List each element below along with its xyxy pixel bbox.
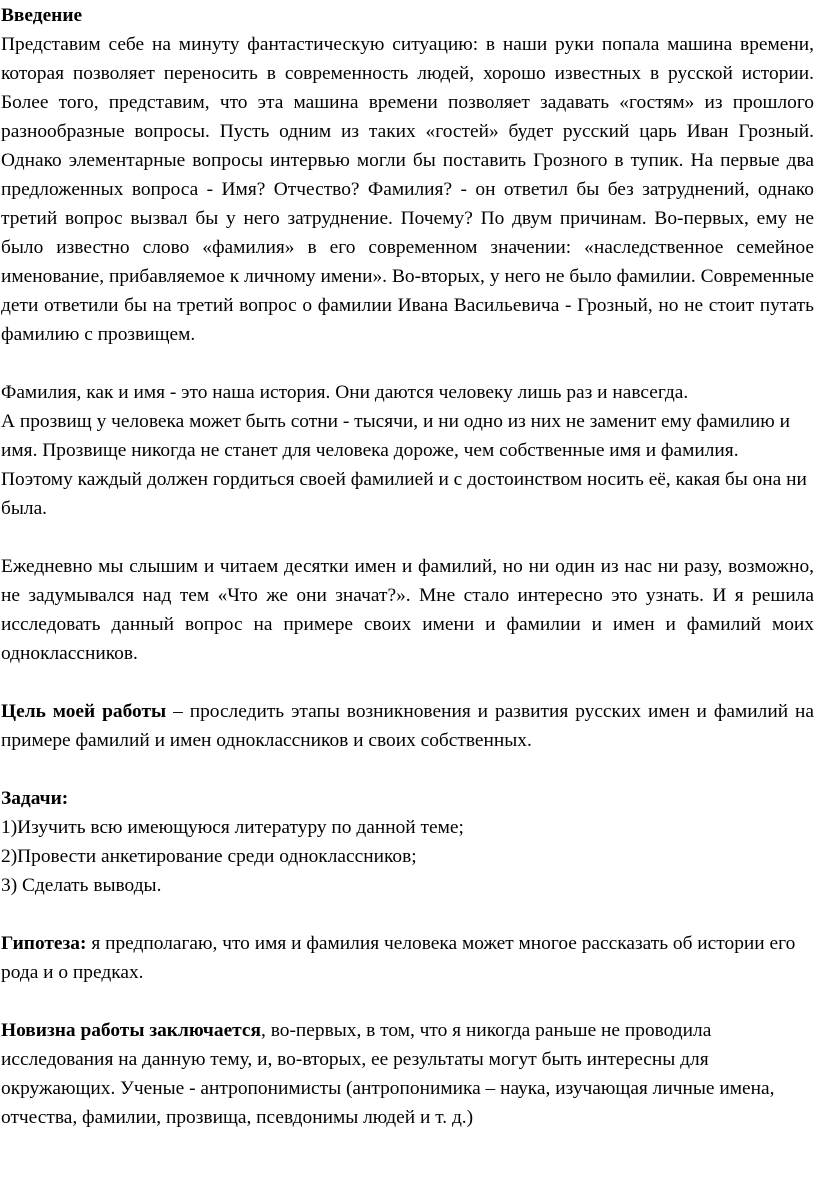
task-item: 3) Сделать выводы. [1,875,162,896]
paragraph-gap [1,523,814,552]
paragraph-gap [1,755,814,784]
hypothesis-paragraph [1,929,814,987]
paragraph-family-history-line1: Фамилия, как и имя - это наша история. Они даются человеку лишь раз и навсегда. [1,382,689,403]
hypothesis-label: Гипотеза: [1,933,87,954]
paragraph-gap [1,900,814,929]
task-item: 1)Изучить всю имеющуюся литературу по данной теме; [1,817,464,838]
novelty-paragraph [1,1016,814,1132]
paragraph-gap [1,668,814,697]
paragraph-gap [1,987,814,1016]
goal-paragraph [1,697,814,755]
task-item: 2)Провести анкетирование среди одноклассников; [1,846,417,867]
goal-label: Цель моей работы [1,701,167,722]
goal-text: – проследить этапы возникновения и развития русских имен и фамилий на примере фамилий и имен одноклассников и своих собственных. [1,701,815,751]
intro-paragraph: Представим себе на минуту фантастическую ситуацию: в наши руки попала машина времени, которая позволяет переносить в современность людей, хорошо известных в русской истории. Более того, представим, что эта машина времени позволяет задавать «гостям» из прошлого разнообразные вопросы. Пусть одним из таких «гостей» будет русский царь Иван Грозный. Однако элементарные вопросы интервью могли бы поставить Грозного в тупик. На первые два предложенных вопроса - Имя? Отчество? Фамилия? - он ответил бы без затруднений, однако третий вопрос вызвал бы у него затруднение. Почему? По двум причинам. Во-первых, ему не было известно слово «фамилия» в его современном значении: «наследственное семейное именование, прибавляемое к личному имени». Во-вторых, у него не было фамилии. Современные дети ответили бы на третий вопрос о фамилии Ивана Васильевича - Грозный, но не стоит путать фамилию с прозвищем. [1,34,814,345]
novelty-text: , во-первых, в том, что я никогда раньше не проводила исследования на данную тему, и, во-вторых, ее результаты могут быть интересны для окружающих. Ученые - антропонимисты (антропонимика – наука, изучающая личные имена, отчества, фамилии, прозвища, псевдонимы людей и т. д.) [1,1020,775,1128]
tasks-label: Задачи: [1,788,69,809]
section-title: Введение [1,5,83,26]
paragraph-gap [1,349,814,378]
paragraph-family-history-rest: А прозвищ у человека может быть сотни - тысячи, и ни одно из них не заменит ему фамилию и имя. Прозвище никогда не станет для человека дороже, чем собственные имя и фамилия. Поэтому каждый должен гордиться своей фамилией и с достоинством носить её, какая бы она ни была. [1,411,807,519]
paragraph-motivation: Ежедневно мы слышим и читаем десятки имен и фамилий, но ни один из нас ни разу, возможно, не задумывался над тем «Что же они значат?». Мне стало интересно это узнать. И я решила исследовать данный вопрос на примере своих имени и фамилии и имен и фамилий моих одноклассников. [1,556,814,664]
hypothesis-text: я предполагаю, что имя и фамилия человека может многое рассказать об истории его рода и о предках. [1,933,796,983]
novelty-label: Новизна работы заключается [1,1020,262,1041]
